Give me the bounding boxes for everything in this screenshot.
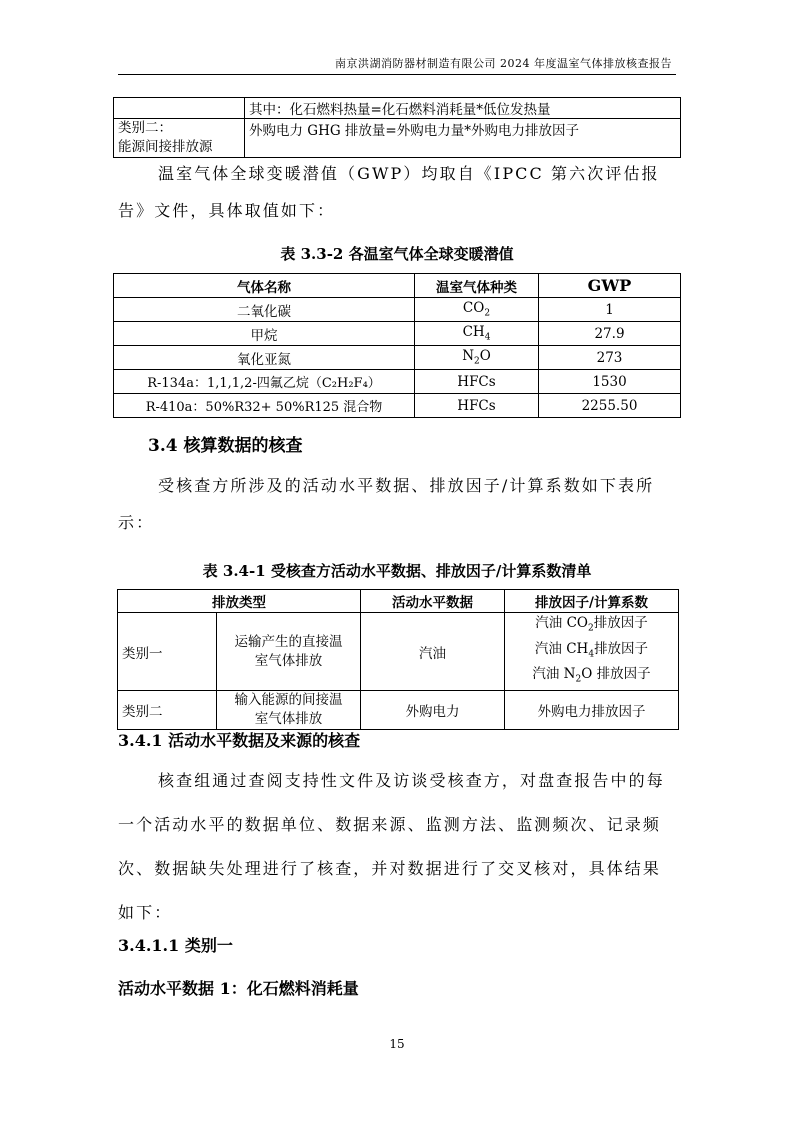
column-header: 排放因子/计算系数 xyxy=(505,590,679,613)
gas-name: 二氧化碳 xyxy=(114,298,415,322)
table-caption-activity: 表 3.4-1 受核查方活动水平数据、排放因子/计算系数清单 xyxy=(202,562,592,580)
gas-type: HFCs xyxy=(415,394,539,418)
table-row xyxy=(114,298,681,322)
table-row xyxy=(118,613,679,691)
activity-cell: 外购电力 xyxy=(361,691,505,730)
table-row xyxy=(118,691,679,730)
gwp-value: 2255.50 xyxy=(539,394,681,418)
formula-cell: 外购电力 GHG 排放量=外购电力量*外购电力排放因子 xyxy=(245,119,681,158)
category-cell: 类别二 xyxy=(118,691,217,730)
factor-cell: 外购电力排放因子 xyxy=(505,691,679,730)
column-header: 活动水平数据 xyxy=(361,590,505,613)
gwp-value: 1 xyxy=(539,298,681,322)
column-header: 排放类型 xyxy=(118,590,361,613)
gwp-value: 1530 xyxy=(539,370,681,394)
table-header-row xyxy=(114,274,681,298)
page-number: 15 xyxy=(389,1037,405,1051)
activity-data-heading: 活动水平数据 1：化石燃料消耗量 xyxy=(118,979,359,998)
activity-table xyxy=(117,589,679,730)
gas-type: $CH_4$ xyxy=(415,322,539,346)
factor-cell: 汽油 $CO_2$排放因子 汽油 $CH_4$排放因子 汽油 $N_2O$ 排放因子 xyxy=(505,613,679,691)
column-header: GWP xyxy=(539,274,681,298)
table-caption-gwp: 表 3.3-2 各温室气体全球变暖潜值 xyxy=(280,245,514,263)
gas-name: 氧化亚氮 xyxy=(114,346,415,370)
paragraph-3-4-1: 核查组通过查阅支持性文件及访谈受核查方，对盘查报告中的每一个活动水平的数据单位、数据来源、监测方法、监测频次、记录频次、数据缺失处理进行了核查，并对数据进行了交叉核对，具体结果如下： xyxy=(118,771,665,922)
table-cell xyxy=(114,98,245,119)
gwp-table xyxy=(113,273,681,418)
table-row xyxy=(114,98,681,119)
paragraph-3-4: 受核查方所涉及的活动水平数据、排放因子/计算系数如下表所示： xyxy=(118,476,655,532)
table-header-row xyxy=(118,590,679,613)
column-header: 温室气体种类 xyxy=(415,274,539,298)
category-cell: 类别一 xyxy=(118,613,217,691)
table-row xyxy=(114,394,681,418)
gas-name: R-410a：50%R32+ 50%R125 混合物 xyxy=(114,394,415,418)
table-row xyxy=(114,370,681,394)
table-row xyxy=(114,119,681,158)
formula-cell: 其中：化石燃料热量=化石燃料消耗量*低位发热量 xyxy=(245,98,681,119)
section-heading-3-4-1: 3.4.1 活动水平数据及来源的核查 xyxy=(118,731,361,750)
header-rule xyxy=(118,74,676,75)
section-heading-3-4: 3.4 核算数据的核查 xyxy=(148,436,303,456)
gas-type: $CO_2$ xyxy=(415,298,539,322)
formula-table xyxy=(113,97,681,158)
page-header: 南京洪湖消防器材制造有限公司 2024 年度温室气体排放核查报告 xyxy=(335,57,672,70)
gwp-value: 27.9 xyxy=(539,322,681,346)
paragraph-gwp: 温室气体全球变暖潜值（GWP）均取自《IPCC 第六次评估报告》文件，具体取值如下： xyxy=(118,164,660,220)
activity-cell: 汽油 xyxy=(361,613,505,691)
gas-name: 甲烷 xyxy=(114,322,415,346)
description-cell: 输入能源的间接温 室气体排放 xyxy=(217,691,361,730)
table-row xyxy=(114,322,681,346)
column-header: 气体名称 xyxy=(114,274,415,298)
section-heading-3-4-1-1: 3.4.1.1 类别一 xyxy=(118,936,233,955)
table-row xyxy=(114,346,681,370)
gas-name: R-134a：1,1,1,2-四氟乙烷（C₂H₂F₄） xyxy=(114,370,415,394)
description-cell: 运输产生的直接温 室气体排放 xyxy=(217,613,361,691)
category-cell xyxy=(114,119,245,158)
category-line: 类别二： xyxy=(118,120,172,136)
gwp-value: 273 xyxy=(539,346,681,370)
gas-type: $N_2O$ xyxy=(415,346,539,370)
category-line: 能源间接排放源 xyxy=(118,139,213,155)
gas-type: HFCs xyxy=(415,370,539,394)
